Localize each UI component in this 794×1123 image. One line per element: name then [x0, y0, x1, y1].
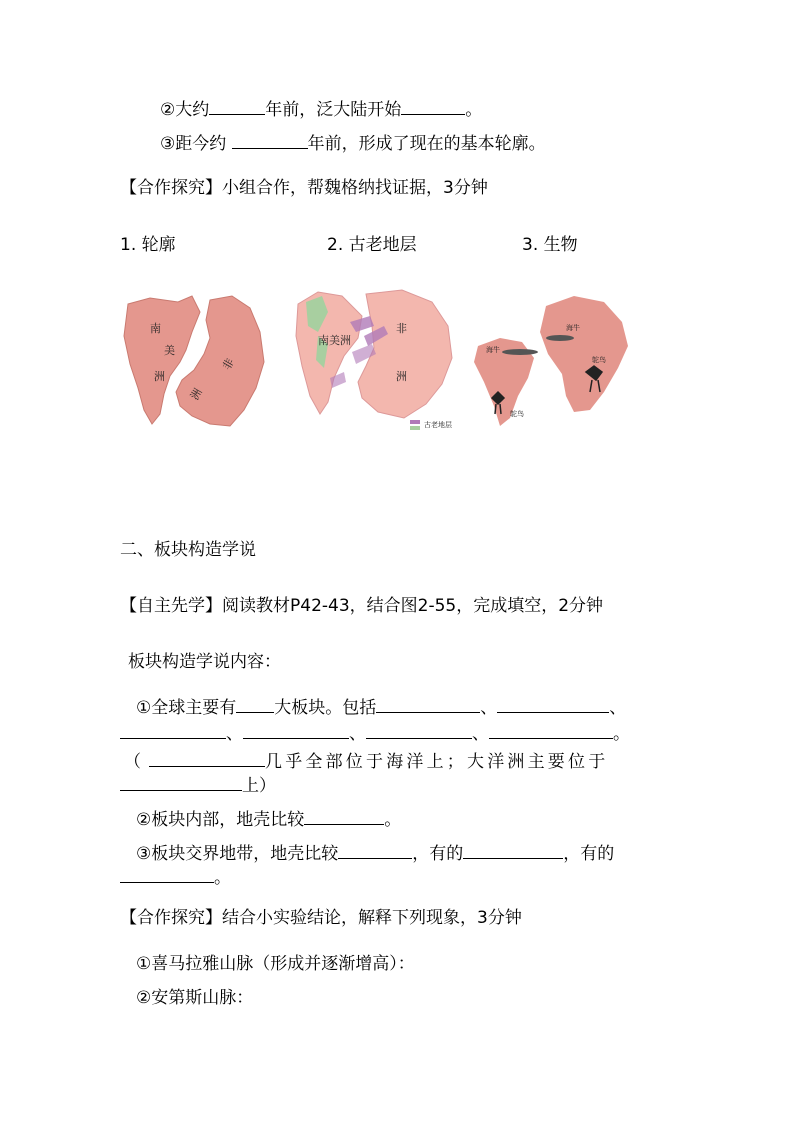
manatee-right-icon [546, 335, 574, 341]
q1-middle: 大板块。包括 [274, 698, 377, 718]
q2-plate-end: 。 [384, 810, 402, 830]
q1-line-d [120, 772, 276, 798]
map1-label-zhou2: 洲 [188, 386, 205, 403]
map2-label-zhou: 洲 [396, 370, 407, 383]
q2-line [160, 96, 482, 122]
blank-plate-6[interactable] [489, 720, 613, 739]
q1-sep-4: 、 [349, 724, 366, 744]
blank-oceania-plate[interactable] [120, 772, 242, 791]
q2-middle: 年前，泛大陆开始 [265, 100, 402, 120]
q1-line-b [120, 720, 630, 746]
map2-label-fei: 非 [396, 322, 407, 335]
map3-label-ostrich-sa: 鸵鸟 [510, 410, 524, 418]
q2-plate-line [136, 806, 401, 832]
q1-paren-close: 上） [242, 776, 276, 796]
map1-label-zhou: 洲 [154, 370, 165, 383]
question-andes: ②安第斯山脉： [136, 988, 254, 1008]
blank-stable[interactable] [304, 806, 384, 825]
q3-plate-mid: ，有的 [412, 844, 464, 864]
q3-plate-line [136, 840, 614, 866]
coop-title-2: 【合作探究】结合小实验结论，解释下列现象，3分钟 [120, 908, 522, 928]
map1-label-fei: 非 [220, 356, 237, 373]
q1-line-c [124, 748, 608, 774]
q3-plate-mid2: ，有的 [563, 844, 615, 864]
section-heading: 二、板块构造学说 [120, 540, 256, 560]
q3-plate-line-b [120, 864, 231, 890]
q1-paren-open: （ [124, 752, 141, 772]
blank-plate-2[interactable] [497, 694, 609, 713]
map-outline [120, 292, 270, 432]
coop-title-1: 【合作探究】小组合作，帮魏格纳找证据，3分钟 [120, 178, 488, 198]
question-himalaya: ①喜马拉雅山脉（形成并逐渐增高）： [136, 954, 415, 974]
q1-paren-text: 几乎全部位于海洋上；大洋洲主要位于 [265, 752, 609, 772]
content-title: 板块构造学说内容： [128, 652, 281, 672]
africa-shape [540, 296, 628, 412]
south-america-shape [296, 292, 362, 414]
blank-active[interactable] [338, 840, 412, 859]
legend-swatch-purple [410, 420, 420, 424]
blank-result-1[interactable] [463, 840, 563, 859]
map2-label-sa: 南美洲 [318, 334, 351, 347]
self-study-title: 【自主先学】阅读教材P42-43，结合图2-55，完成填空，2分钟 [120, 596, 604, 616]
blank-plate-1[interactable] [376, 694, 480, 713]
blank-plate-count[interactable] [236, 694, 274, 713]
blank-plate-3[interactable] [120, 720, 226, 739]
q3-prefix: ③距今约 [160, 134, 232, 154]
map3-label-manatee-right: 海牛 [566, 324, 580, 332]
q1-prefix: ①全球主要有 [136, 698, 237, 718]
blank-result-2[interactable] [120, 864, 214, 883]
map1-label-mei: 美 [164, 344, 175, 357]
q3-line [160, 130, 546, 156]
blank-plate-4[interactable] [243, 720, 349, 739]
blank-years-ago[interactable] [232, 130, 308, 149]
blank-years[interactable] [209, 96, 265, 115]
q1-sep-5: 、 [472, 724, 489, 744]
map1-label-nan: 南 [150, 322, 161, 335]
legend-old-strata: 古老地层 [424, 421, 452, 429]
q1-sep-1: 、 [480, 698, 498, 718]
q1-sep-2: 、 [609, 698, 627, 718]
blank-ocean-plate[interactable] [149, 748, 265, 767]
manatee-left-icon [502, 349, 538, 355]
blank-start[interactable] [401, 96, 465, 115]
map-old-strata [292, 286, 460, 436]
q3-plate-prefix: ③板块交界地带，地壳比较 [136, 844, 339, 864]
q2-plate-prefix: ②板块内部，地壳比较 [136, 810, 305, 830]
q1-sep-3: 、 [226, 724, 243, 744]
caption-old-strata: 2. 古老地层 [327, 235, 417, 255]
map3-label-ostrich-africa: 鸵鸟 [592, 356, 606, 364]
map3-label-manatee-left: 海牛 [486, 346, 500, 354]
q2-end: 。 [465, 100, 483, 120]
map-organisms [470, 292, 640, 432]
caption-outline: 1. 轮廓 [120, 235, 176, 255]
legend-swatch-green [410, 426, 420, 430]
q1-end: 。 [613, 724, 630, 744]
q1-line-a [136, 694, 626, 720]
caption-organisms: 3. 生物 [522, 235, 578, 255]
q3-middle: 年前，形成了现在的基本轮廓。 [307, 134, 546, 154]
q2-prefix: ②大约 [160, 100, 210, 120]
q3-plate-end: 。 [214, 868, 231, 888]
blank-plate-5[interactable] [366, 720, 472, 739]
